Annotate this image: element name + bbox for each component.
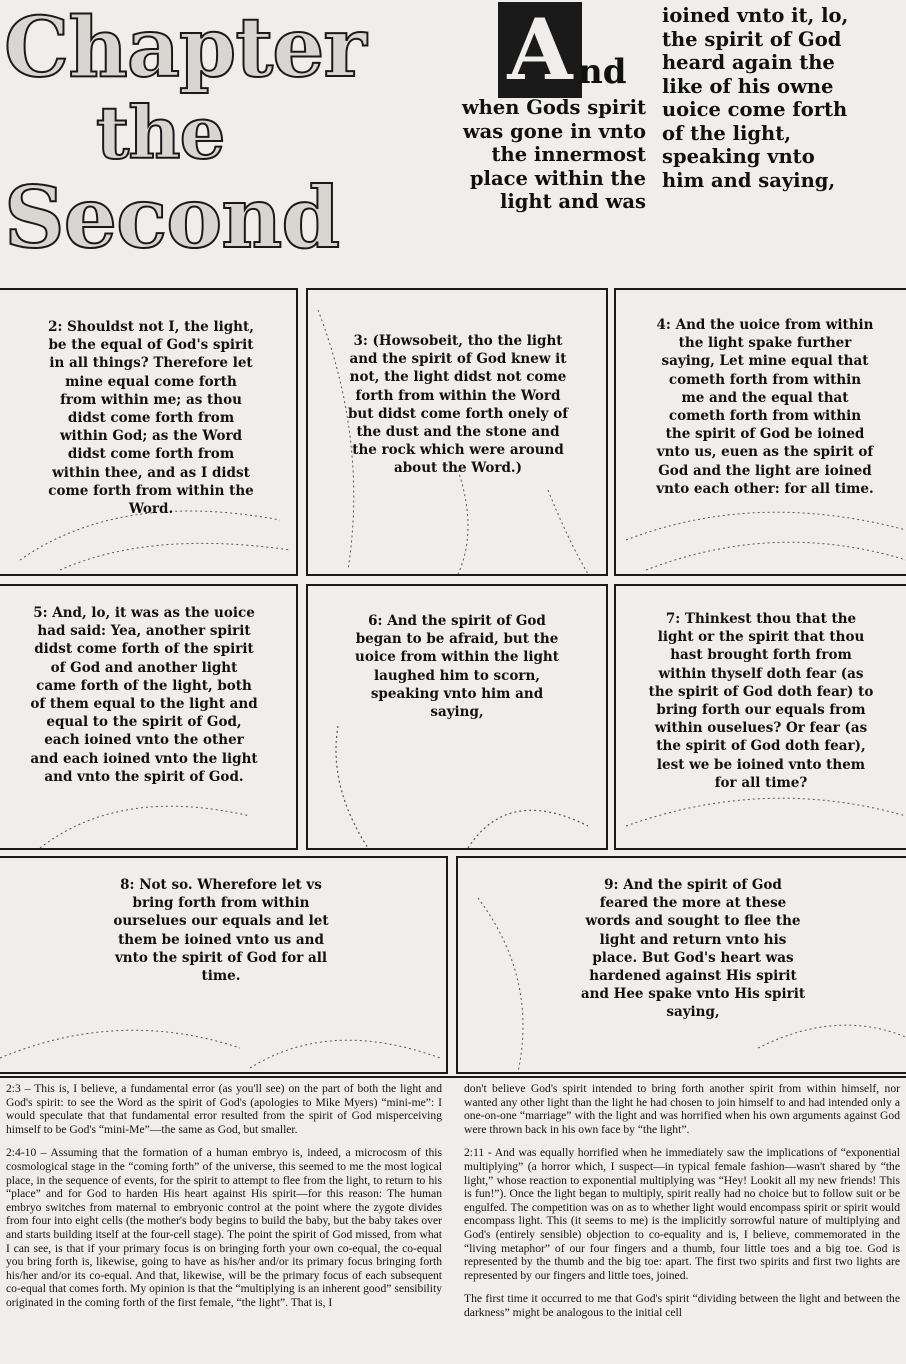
- intro-left-line: when Gods spirit: [461, 96, 646, 119]
- chapter-title-line1: Chapter: [4, 0, 366, 96]
- intro-right-line: speaking vnto: [662, 145, 815, 168]
- commentary-left-column: [6, 1082, 442, 1320]
- intro-right-line: him and saying,: [662, 168, 836, 192]
- drop-cap: A: [498, 2, 582, 98]
- panel-caption: 3: (Howsobeit, tho the light and the spirit of God knew it not, the light didst not come forth from within the Word but didst come forth onely of the dust and the stone and the rock which were around about the Word.): [347, 333, 569, 477]
- intro-right-line: like of his owne: [662, 74, 834, 98]
- panel-caption: 5: And, lo, it was as the uoice had said: Yea, another spirit didst come forth of the spirit of God and another light came forth of the light, both of them equal to the light and equal to the spirit of God, each ioined vnto the other and each ioined vnto the light and vnto the spirit of God.: [30, 605, 258, 785]
- intro-left-line: light and was: [499, 190, 646, 213]
- intro-right-line: of the light,: [662, 121, 791, 145]
- commentary-paragraph: 2:3 – This is, I believe, a fundamental error (as you'll see) on the part of both the light and God's spirit: to see the Word as the spirit of God's (apologies to Mike Myers) “mini-me”: I would speculate that that fundamental error resulted from the spirit of God misperceiving himself to be God's “mini-Me”—the same as God, but smaller.: [6, 1082, 442, 1136]
- commentary-paragraph: 2:4-10 – Assuming that the formation of a human embryo is, indeed, a microcosm of this cosmological stage in the “coming forth” of the universe, this seemed to me the most logical place, in the sequence of events, for the spirit to attempt to flee from the light, to return to his “place” and for God to harden His heart against His spirit—for this reason: The human embryo switches from maternal to embryonic control at the point where the zygote divides from four into eight cells (the mother's body begins to build the baby, but the baby takes over and starts building itself at the four-cell stage). The point the spirit of God missed, from what I can see, is that if your primary focus is on bringing forth your own co-equal, the co-equal you bring forth is, likewise, going to have as his/her and/or its primary focus bringing forth his/her and/or its co-equal. And that, likewise, will be the primary focus of each subsequent co-equal that comes forth. My opinion is that the “multiplying is an inherent good” sensibility originated in the coming forth of the first female, “the light”. That is, I: [6, 1146, 442, 1309]
- comic-panel-4: [614, 288, 906, 576]
- panel-caption: 4: And the uoice from within the light spake further saying, Let mine equal that cometh forth from within me and the equal that cometh forth from within the spirit of God be ioined vnto us, euen as the spirit of God and the light are ioined vnto each other: for all time.: [656, 317, 874, 497]
- comic-panel-8: [0, 856, 448, 1074]
- drop-cap-rest: nd: [578, 52, 627, 92]
- comic-panel-6: [306, 584, 608, 850]
- commentary-paragraph: 2:11 - And was equally horrified when he immediately saw the implications of “exponential multiplying” (a horror which, I suspect—in typical female fashion—wasn't shared by “the light,” whose reaction to exponential multiplying was “Hey! Lookit all my new friends! This is fun!”). Once the light began to multiply, spirit really had no choice but to follow suit or be engulfed. The competition was on as to whether light would encompass spirit or spirit would encompass light. This (it seems to me) is the implicitly sorrowful nature of multiplying and God's (entirely sensible) objection to co-equality and is, I believe, commemorated in the “living metaphor” of our four fingers and a thumb, four little toes and a big toe. God is represented by the thumb and the big toe: apart. The first two spirits and first two lights are represented by our fingers and little toes, joined.: [464, 1146, 900, 1282]
- panel-caption: 9: And the spirit of God feared the more at these words and sought to flee the light and return vnto his place. But God's heart was hardened against His spirit and Hee spake vnto His spirit saying,: [580, 877, 806, 1021]
- intro-left-line: was gone in vnto: [462, 119, 646, 143]
- chapter-title-line3: Second: [4, 168, 340, 267]
- commentary-divider: [0, 1076, 906, 1078]
- intro-right-line: heard again the: [662, 51, 835, 74]
- panel-caption: 8: Not so. Wherefore let vs bring forth from within ourselues our equals and let them be ioined vnto us and vnto the spirit of God for all time.: [113, 877, 329, 985]
- comic-panel-3: [306, 288, 608, 576]
- intro-right-line: uoice come forth: [662, 98, 848, 121]
- panel-caption: 2: Shouldst not I, the light, be the equal of God's spirit in all things? Therefore let mine equal come forth from within me; as thou didst come forth from within God; as the Word didst come forth from within thee, and as I didst come forth from within the Word.: [48, 319, 254, 518]
- intro-left-line: place within the: [469, 166, 646, 190]
- comic-panel-7: [614, 584, 906, 850]
- panel-caption: 7: Thinkest thou that the light or the spirit that thou hast brought forth from within thyself doth fear (as the spirit of God doth fear) to bring forth our equals from within ouselues? Or fear (as the spirit of God doth fear), lest we be ioined vnto them for all time?: [648, 611, 874, 791]
- commentary-paragraph: The first time it occurred to me that God's spirit “dividing between the light and between the darkness” might be analogous to the initial cell: [464, 1292, 900, 1319]
- comic-panel-9: [456, 856, 906, 1074]
- panel-caption: 6: And the spirit of God began to be afraid, but the uoice from within the light laughed him to scorn, speaking vnto him and saying,: [355, 613, 559, 721]
- intro-left-line: the innermost: [491, 143, 646, 166]
- commentary-paragraph: don't believe God's spirit intended to bring forth another spirit from within himself, nor wanted any other light than the light he had chosen to join himself to and had intended only a one-on-one “marriage” with the light and was horrified when his own arguments against God were thrown back in his own face by “the light”.: [464, 1082, 900, 1136]
- commentary-right-column: [464, 1082, 900, 1330]
- intro-right-line: the spirit of God: [662, 27, 842, 51]
- intro-right-column: [662, 4, 906, 192]
- chapter-title-line2: the: [96, 90, 225, 175]
- intro-right-line: ioined vnto it, lo,: [662, 4, 849, 27]
- intro-left-column: [432, 96, 646, 214]
- comic-panel-2: [0, 288, 298, 576]
- comic-panel-5: [0, 584, 298, 850]
